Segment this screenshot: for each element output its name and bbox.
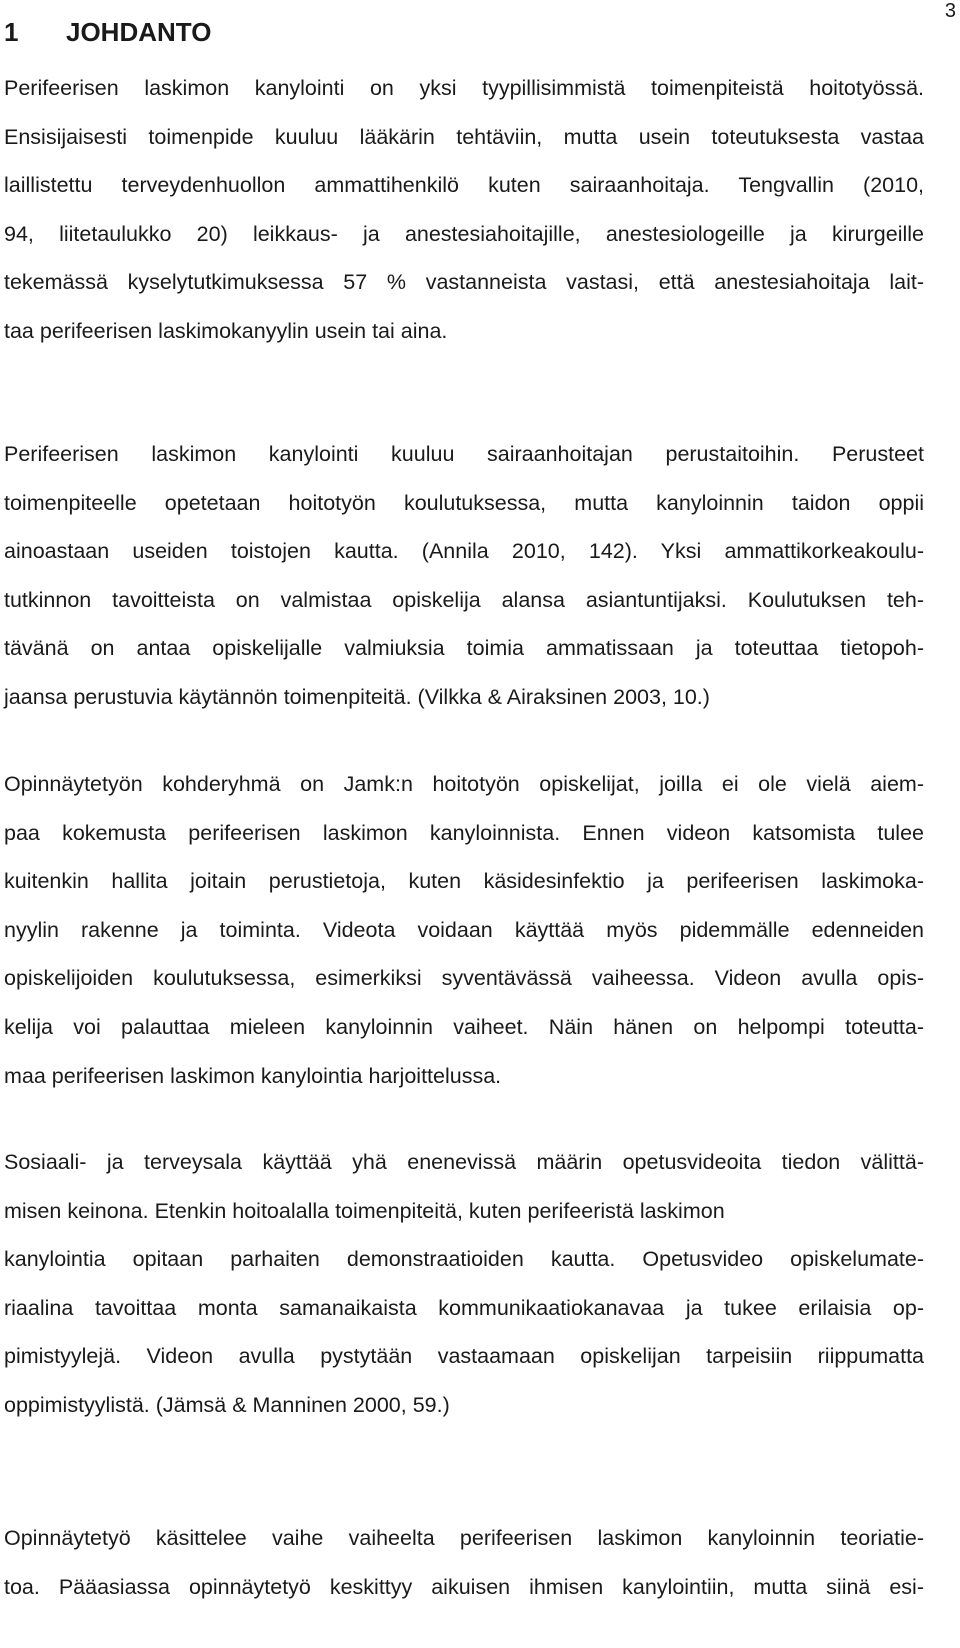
text-line: tekemässä kyselytutkimuksessa 57 % vastanneista vastasi, että anestesiahoitaja lait-: [4, 270, 924, 295]
text-line: Opinnäytetyö käsittelee vaihe vaiheelta perifeerisen laskimon kanyloinnin teoriatie-: [4, 1526, 924, 1550]
text-line: kelija voi palauttaa mieleen kanyloinnin vaiheet. Näin hänen on helpompi toteutta-: [4, 1014, 924, 1039]
text-line: maa perifeerisen laskimon kanylointia harjoittelussa.: [4, 1063, 502, 1088]
text-line: ainoastaan useiden toistojen kautta. (Annila 2010, 142). Yksi ammattikorkeakoulu-: [4, 539, 924, 564]
text-line: riaalina tavoittaa monta samanaikaista kommunikaatiokanavaa ja tukee erilaisia op-: [4, 1295, 924, 1320]
paragraph-1: [4, 64, 924, 356]
text-line: taa perifeerisen laskimokanyylin usein tai aina.: [4, 318, 448, 343]
paragraph-2: [4, 430, 924, 722]
text-line: tävänä on antaa opiskelijalle valmiuksia toimia ammatissaan ja toteuttaa tietopoh-: [4, 636, 924, 661]
text-line: paa kokemusta perifeerisen laskimon kanyloinnista. Ennen videon katsomista tulee: [4, 820, 924, 845]
text-line: Sosiaali- ja terveysala käyttää yhä enenevissä määrin opetusvideoita tiedon välittä-: [4, 1150, 924, 1174]
text-line: oppimistyylistä. (Jämsä & Manninen 2000, 59.): [4, 1392, 450, 1417]
paragraph-4: [4, 1138, 924, 1430]
paragraph-5: [4, 1514, 924, 1611]
chapter-title: JOHDANTO: [66, 17, 212, 47]
text-line: Perifeerisen laskimon kanylointi on yksi tyypillisimmistä toimenpiteistä hoitotyössä.: [4, 76, 924, 100]
paragraph-3: [4, 760, 924, 1100]
text-line: jaansa perustuvia käytännön toimenpiteitä. (Vilkka & Airaksinen 2003, 10.): [4, 684, 710, 709]
text-line: pimistyylejä. Videon avulla pystytään vastaamaan opiskelijan tarpeisiin riippumatta: [4, 1344, 924, 1369]
chapter-heading: [4, 14, 211, 50]
text-line: toimenpiteelle opetetaan hoitotyön koulutuksessa, mutta kanyloinnin taidon oppii: [4, 490, 924, 515]
text-line: Opinnäytetyön kohderyhmä on Jamk:n hoitotyön opiskelijat, joilla ei ole vielä aiem-: [4, 772, 924, 796]
text-line: laillistettu terveydenhuollon ammattihenkilö kuten sairaanhoitaja. Tengvallin (2010,: [4, 173, 924, 198]
text-line: 94, liitetaulukko 20) leikkaus- ja anestesiahoitajille, anestesiologeille ja kirurgeille: [4, 221, 924, 246]
text-line: opiskelijoiden koulutuksessa, esimerkiksi syventävässä vaiheessa. Videon avulla opis-: [4, 966, 924, 991]
text-line: toa. Pääasiassa opinnäytetyö keskittyy aikuisen ihmisen kanylointiin, mutta siinä esi-: [4, 1574, 924, 1599]
text-line: misen keinona. Etenkin hoitoalalla toimenpiteitä, kuten perifeeristä laskimon: [4, 1198, 725, 1223]
page-number: 3: [944, 0, 956, 22]
text-line: kanylointia opitaan parhaiten demonstraatioiden kautta. Opetusvideo opiskelumate-: [4, 1247, 924, 1272]
text-line: tutkinnon tavoitteista on valmistaa opiskelija alansa asiantuntijaksi. Koulutuksen teh-: [4, 587, 924, 612]
text-line: nyylin rakenne ja toiminta. Videota voidaan käyttää myös pidemmälle edenneiden: [4, 917, 924, 942]
chapter-number: 1: [4, 17, 19, 47]
text-line: Ensisijaisesti toimenpide kuuluu lääkärin tehtäviin, mutta usein toteutuksesta vastaa: [4, 124, 924, 149]
text-line: kuitenkin hallita joitain perustietoja, kuten käsidesinfektio ja perifeerisen laskimoka-: [4, 869, 924, 894]
text-line: Perifeerisen laskimon kanylointi kuuluu sairaanhoitajan perustaitoihin. Perusteet: [4, 442, 924, 466]
